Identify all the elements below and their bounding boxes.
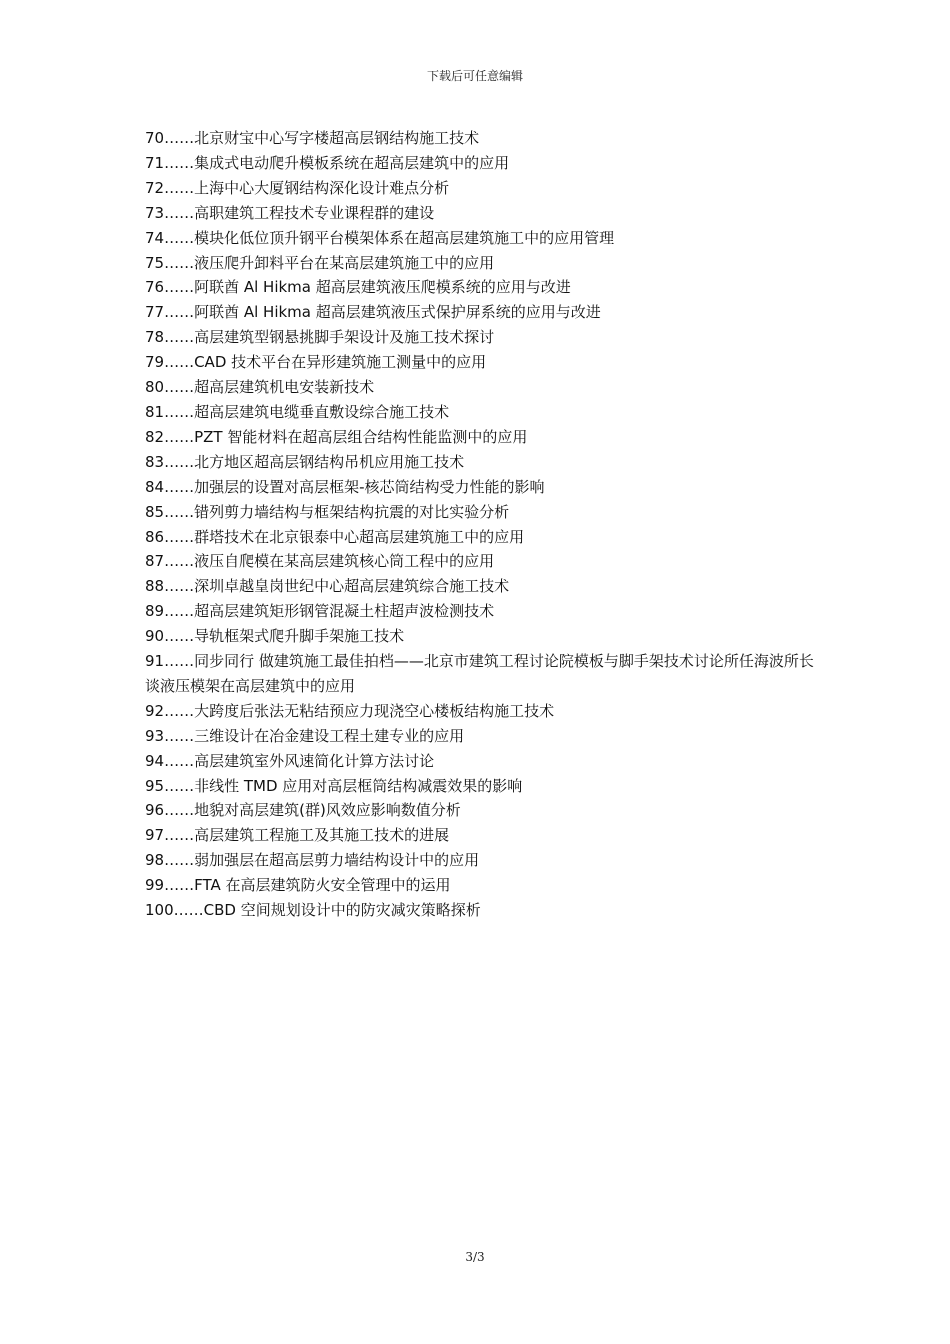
- list-item: 83……北方地区超高层钢结构吊机应用施工技术: [145, 452, 465, 471]
- list-item: 94……高层建筑室外风速简化计算方法讨论: [145, 751, 435, 770]
- list-item: 99……FTA 在高层建筑防火安全管理中的运用: [145, 876, 451, 895]
- list-item: 82……PZT 智能材料在超高层组合结构性能监测中的应用: [145, 427, 528, 446]
- list-item: 92……大跨度后张法无粘结预应力现浇空心楼板结构施工技术: [145, 701, 555, 720]
- list-item: 96……地貌对高层建筑(群)风效应影响数值分析: [145, 801, 461, 820]
- list-item: 76……阿联酋 Al Hikma 超高层建筑液压爬模系统的应用与改进: [145, 278, 571, 297]
- list-item: 79……CAD 技术平台在异形建筑施工测量中的应用: [145, 353, 487, 372]
- list-item: 70……北京财宝中心写字楼超高层钢结构施工技术: [145, 129, 480, 147]
- page-header: 下载后可任意编辑: [426, 69, 523, 83]
- list-item: 93……三维设计在冶金建设工程土建专业的应用: [145, 726, 465, 745]
- list-item: 77……阿联酋 Al Hikma 超高层建筑液压式保护屏系统的应用与改进: [145, 303, 601, 322]
- list-item: 72……上海中心大厦钢结构深化设计难点分析: [145, 178, 450, 197]
- list-item: 95……非线性 TMD 应用对高层框筒结构减震效果的影响: [145, 776, 523, 795]
- list-item: 87……液压自爬模在某高层建筑核心筒工程中的应用: [145, 552, 495, 571]
- list-item: 81……超高层建筑电缆垂直敷设综合施工技术: [145, 402, 450, 421]
- list-item: 90……导轨框架式爬升脚手架施工技术: [145, 627, 405, 646]
- list-item: 98……弱加强层在超高层剪力墙结构设计中的应用: [145, 851, 480, 870]
- list-item: 100……CBD 空间规划设计中的防灾减灾策略探析: [145, 901, 481, 920]
- list-item: 84……加强层的设置对高层框架-核芯筒结构受力性能的影响: [145, 477, 545, 496]
- list-item: 97……高层建筑工程施工及其施工技术的进展: [145, 826, 450, 845]
- list-item: 86……群塔技术在北京银泰中心超高层建筑施工中的应用: [145, 527, 525, 546]
- list-item: 80……超高层建筑机电安装新技术: [145, 378, 375, 397]
- list-item: 78……高层建筑型钢悬挑脚手架设计及施工技术探讨: [145, 328, 495, 347]
- entry-list: [145, 126, 825, 923]
- list-item: 74……模块化低位顶升钢平台模架体系在超高层建筑施工中的应用管理: [145, 228, 615, 247]
- page-number: 3/3: [465, 1250, 485, 1264]
- list-item: 88……深圳卓越皇岗世纪中心超高层建筑综合施工技术: [145, 577, 510, 596]
- list-item: 73……高职建筑工程技术专业课程群的建设: [145, 203, 435, 222]
- list-item: 71……集成式电动爬升模板系统在超高层建筑中的应用: [145, 153, 510, 172]
- list-item: 85……错列剪力墙结构与框架结构抗震的对比实验分析: [145, 502, 510, 521]
- list-item: 89……超高层建筑矩形钢管混凝土柱超声波检测技术: [145, 602, 495, 621]
- list-item: 75……液压爬升卸料平台在某高层建筑施工中的应用: [145, 253, 495, 272]
- list-item: 91……同步同行 做建筑施工最佳拍档——北京市建筑工程讨论院模板与脚手架技术讨论所任海波所长谈液压模架在高层建筑中的应用: [145, 652, 814, 695]
